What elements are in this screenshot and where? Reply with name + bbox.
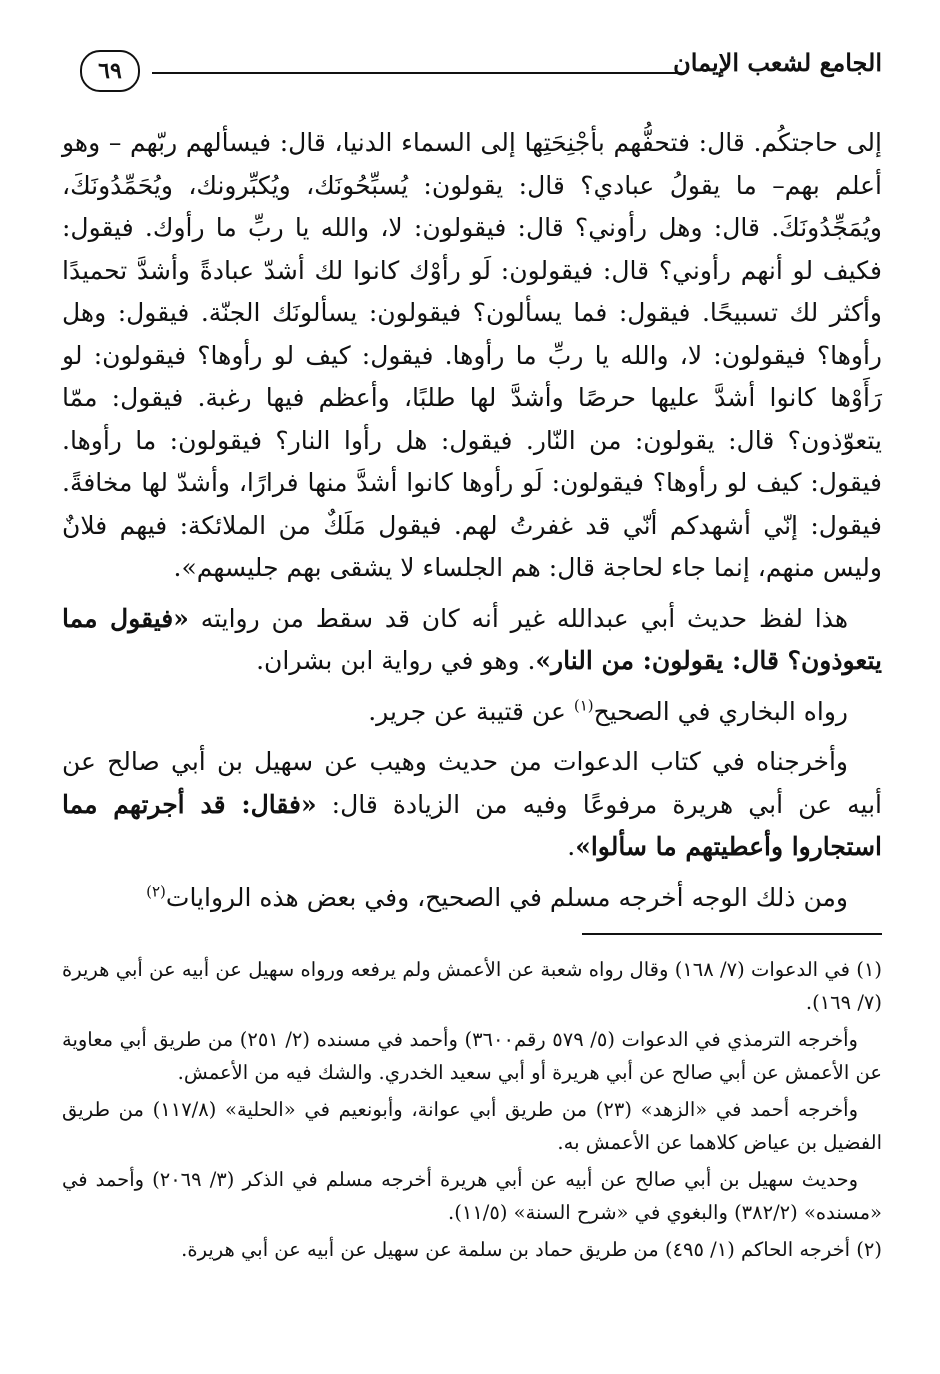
footnote-1-suhail: وحديث سهيل بن أبي صالح عن أبيه عن أبي هريرة أخرجه مسلم في الذكر (٣/ ٢٠٦٩) وأحمد في «مسنده» (٣٨٢/٢) والبغوي في «شرح السنة» (١١/٥). — [62, 1168, 882, 1224]
text-span: رواه البخاري في الصحيح — [593, 696, 848, 726]
paragraph-dawaat — [62, 741, 882, 869]
footnotes — [62, 953, 882, 1266]
main-text — [62, 122, 882, 919]
text-span: وأخرجناه في كتاب الدعوات من حديث وهيب عن سهيل بن أبي صالح عن أبيه عن أبي هريرة مرفوعًا وفيه من الزيادة قال: — [62, 747, 882, 819]
book-page — [62, 40, 882, 1350]
paragraph-muslim — [62, 877, 882, 920]
footnote-1-tirmidhi: وأخرجه الترمذي في الدعوات (٥/ ٥٧٩ رقم٣٦٠٠) وأحمد في مسنده (٢/ ٢٥١) من طريق أبي معاوية عن الأعمش عن أبي صالح عن أبي هريرة أو أبي سعيد الخدري. والشك فيه من الأعمش. — [62, 1028, 882, 1084]
paragraph-bukhari — [62, 691, 882, 734]
hadith-paragraph: إلى حاجتكُم. قال: فتحفُّهم بأجْنِحَتِها إلى السماء الدنيا، قال: فيسألهم ربّهم – وهو أعلم بهم– ما يقولُ عبادي؟ قال: يقولون: يُسبِّحُونَك، ويُكبِّرونك، ويُحَمِّدُونَكَ، ويُمَجِّدُونَكَ. قال: وهل رأوني؟ قال: فيقولون: لا، والله يا ربِّ ما رأوك. فيقول: فكيف لو أنهم رأوني؟ قال: فيقولون: لَو رأوْك كانوا لك أشدّ عبادةً وأشدَّ تحميدًا وأكثر لك تسبيحًا. فيقول: فما يسألون؟ فيقولون: يسألونَك الجنّة. فيقول: وهل رأوها؟ فيقولون: لا، والله يا ربِّ ما رأوها. فيقول: كيف لو رأوها؟ فيقولون: لو رَأَوْها كانوا أشدَّ عليها حرصًا وأشدَّ لها طلبًا، وأعظم فيها رغبة. فيقول: ممّا يتعوّذون؟ قال: يقولون: من النّار. فيقول: هل رأوا النار؟ فيقولون: ما رأوها. فيقول: كيف لو رأوها؟ فيقولون: لَو رأوها كانوا أشدَّ منها فرارًا، وأشدّ لها مخافةً. فيقول: إنّي أشهدكم أنّي قد غفرتُ لهم. فيقول مَلَكٌ من الملائكة: فيهم فلانٌ وليس منهم، إنما جاء لحاجة قال: هم الجلساء لا يشقى بهم جليسهم». — [62, 128, 882, 582]
page-header — [62, 40, 882, 100]
footnote-1: (١) في الدعوات (٧/ ١٦٨) وقال رواه شعبة عن الأعمش ولم يرفعه ورواه سهيل عن أبيه عن أبي هريرة (٧/ ١٦٩). — [62, 958, 882, 1014]
bold-quote: «فقال: قد أجرتهم مما استجاروا وأعطيتهم ما سألوا» — [62, 789, 882, 861]
bold-quote: «فيقول مما يتعوذون؟ قال: يقولون: من النار» — [62, 603, 882, 675]
page-number: ٦٩ — [80, 50, 140, 92]
footnote-2: (٢) أخرجه الحاكم (١/ ٤٩٥) من طريق حماد بن سلمة عن سهيل عن أبيه عن أبي هريرة. — [181, 1238, 882, 1261]
footnote-ref-1[interactable]: (١) — [573, 696, 594, 715]
text-span: ومن ذلك الوجه أخرجه مسلم في الصحيح، وفي بعض هذه الروايات — [165, 882, 848, 912]
footnote-1-ahmad: وأخرجه أحمد في «الزهد» (٢٣) من طريق أبي عوانة، وأبونعيم في «الحلية» (١١٧/٨) من طريق الفضيل بن عياض كلاهما عن الأعمش به. — [62, 1098, 882, 1154]
running-title: الجامع لشعب الإيمان — [673, 48, 882, 77]
text-span: . — [567, 832, 576, 861]
footnote-ref-2[interactable]: (٢) — [146, 882, 166, 901]
header-rule — [152, 72, 682, 74]
paragraph-narration-note — [62, 598, 882, 683]
text-span: عن قتيبة عن جرير. — [368, 696, 574, 726]
text-span: هذا لفظ حديث أبي عبدالله غير أنه كان قد سقط من روايته — [188, 603, 849, 633]
text-span: . وهو في رواية ابن بشران. — [256, 646, 536, 675]
footnote-separator — [582, 933, 882, 935]
